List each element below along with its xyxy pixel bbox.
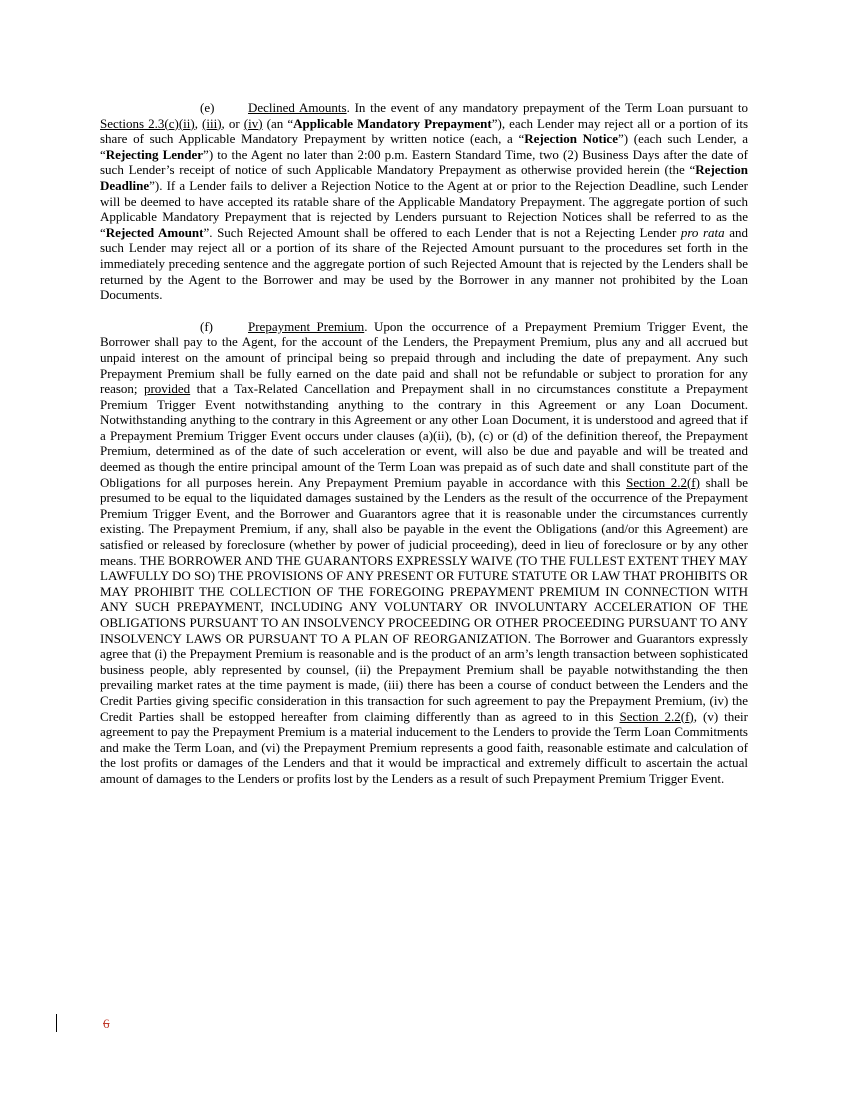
cross-reference: (iii) <box>202 115 222 131</box>
text-run: ”. Such Rejected Amount shall be offered to each Lender that is not a Rejecting Lender <box>203 224 681 240</box>
provided-term: provided <box>143 381 191 397</box>
defined-term: Rejection Deadline <box>100 162 748 193</box>
cross-reference: Section 2.2(f) <box>626 474 700 490</box>
text-run: . Upon the occurrence of a Prepayment Premium Trigger Event, the Borrower shall pay to the Agent, for the account of the Lenders, the Prepayment Premium, plus any and all accrued but unpaid interest on the amount of principal being so prepaid through and including the date of prepayment. Any such Prepayment Premium shall be fully earned on the date paid and shall not be refundable or subject to proration for any reason; <box>100 318 748 397</box>
text-run: that a Tax-Related Cancellation and Prepayment shall in no circumstances constitute a Prepayment Premium Trigger Event notwithstanding anything to the contrary in this Agreement or any Loan Document. Notwithstanding anything to the contrary in this Agreement or any other Loan Document, it is understood and agreed that if a Prepayment Premium Trigger Event occurs under clauses (a)(ii), (b), (c) or (d) of the definition thereof, the Prepayment Premium, determined as of the date of such acceleration or event, will also be due and payable and will be treated and deemed as though the entire principal amount of the Term Loan was prepaid as of such date and shall constitute part of the Obligations for all purposes herein. Any Prepayment Premium payable in accordance with this <box>100 381 748 490</box>
section-e-heading: Declined Amounts <box>248 100 347 115</box>
text-run: , (v) their agreement to pay the Prepayment Premium is a material inducement to the Lenders to provide the Term Loan Commitments and make the Term Loan, and (vi) the Prepayment Premium represents a good faith, reasonable estimate and calculation of the lost profits or damages of the Lenders and that it would be impractical and extremely difficult to ascertain the actual amount of damages to the Lenders or profits lost by the Lenders as a result of such Prepayment Premium Trigger Event. <box>100 708 749 786</box>
section-f-paragraph <box>100 319 748 787</box>
text-run: , <box>194 115 203 131</box>
revision-bar <box>56 1014 57 1032</box>
defined-term: Rejected Amount <box>105 224 204 240</box>
section-e-paragraph <box>100 100 748 303</box>
defined-term: Rejection Notice <box>524 131 618 147</box>
italic-term: pro rata <box>680 224 725 240</box>
text-run: ”) (each such Lender, a “ <box>100 131 748 162</box>
section-f-heading: Prepayment Premium <box>248 318 365 334</box>
defined-term: Applicable Mandatory Prepayment <box>293 115 492 131</box>
text-run: ”) to the Agent no later than 2:00 p.m. Eastern Standard Time, two (2) Business Days after the date of such Lender’s receipt of notice of such Applicable Mandatory Prepayment as otherwise provided herein (the “ <box>100 146 749 178</box>
section-f-label: (f) <box>200 318 213 334</box>
text-run: shall be presumed to be equal to the liquidated damages sustained by the Lenders as the result of the occurrence of the Prepayment Premium Trigger Event, and the Borrower and Guarantors agree that it is reasonable under the circumstances currently existing. The Prepayment Premium, if any, shall also be payable in the event the Obligations (and/or this Agreement) are satisfied or released by foreclosure (whether by power of judicial proceeding), deed in lieu of foreclosure or by any other means. THE BORROWER AND THE GUARANTORS EXPRESSLY WAIVE (TO THE FULLEST EXTENT THEY MAY LAWFULLY DO SO) THE PROVISIONS OF ANY PRESENT OR FUTURE STATUTE OR LAW THAT PROHIBITS OR MAY PROHIBIT THE COLLECTION OF THE FOREGOING PREPAYMENT PREMIUM IN CONNECTION WITH ANY SUCH PREPAYMENT, INCLUDING ANY VOLUNTARY OR INVOLUNTARY ACCELERATION OF THE OBLIGATIONS PURSUANT TO AN INSOLVENCY PROCEEDING OR OTHER PROCEEDING PURSUANT TO ANY INSOLVENCY LAWS OR PURSUANT TO A PLAN OF REORGANIZATION. The Borrower and Guarantors expressly agree that (i) the Prepayment Premium is reasonable and is the product of an arm’s length transaction between sophisticated business people, ably represented by counsel, (ii) the Prepayment Premium shall be payable notwithstanding the then prevailing market rates at the time payment is made, (iii) there has been a course of conduct between the Lenders and the Credit Parties giving specific consideration in this transaction for such agreement to pay the Prepayment Premium, (iv) the Credit Parties shall be estopped hereafter from claiming differently than as agreed to in this <box>100 474 749 724</box>
defined-term: Rejecting Lender <box>105 146 204 162</box>
cross-reference: (iv) <box>243 115 263 131</box>
text-run: ”), each Lender may reject all or a portion of its share of such Applicable Mandatory Prepayment by written notice (each, a “ <box>100 115 749 147</box>
section-e-label: (e) <box>200 100 215 115</box>
cross-reference: Section 2.2(f) <box>619 708 694 724</box>
text-run: and such Lender may reject all or a portion of its share of the Rejected Amount pursuant to the procedures set forth in the immediately preceding sentence and the aggregate portion of such Rejected Amount that is rejected by the Lenders shall be returned by the Agent to the Borrower and may be used by the Borrower in any manner not prohibited by the Loan Documents. <box>100 224 748 303</box>
page-number: 6 <box>103 1016 110 1031</box>
text-run: ”). If a Lender fails to deliver a Rejection Notice to the Agent at or prior to the Rejection Deadline, such Lender will be deemed to have accepted its ratable share of the Applicable Mandatory Prepayment. The aggregate portion of such Applicable Mandatory Prepayment that is rejected by Lenders pursuant to Rejection Notices shall be referred to as the “ <box>100 177 748 240</box>
cross-reference: Sections 2.3(c)(ii) <box>100 115 195 131</box>
text-run: , or <box>221 115 244 131</box>
text-run: (an “ <box>262 115 294 131</box>
document-page <box>100 100 748 787</box>
text-run: . In the event of any mandatory prepayment of the Term Loan pursuant to <box>346 100 748 115</box>
